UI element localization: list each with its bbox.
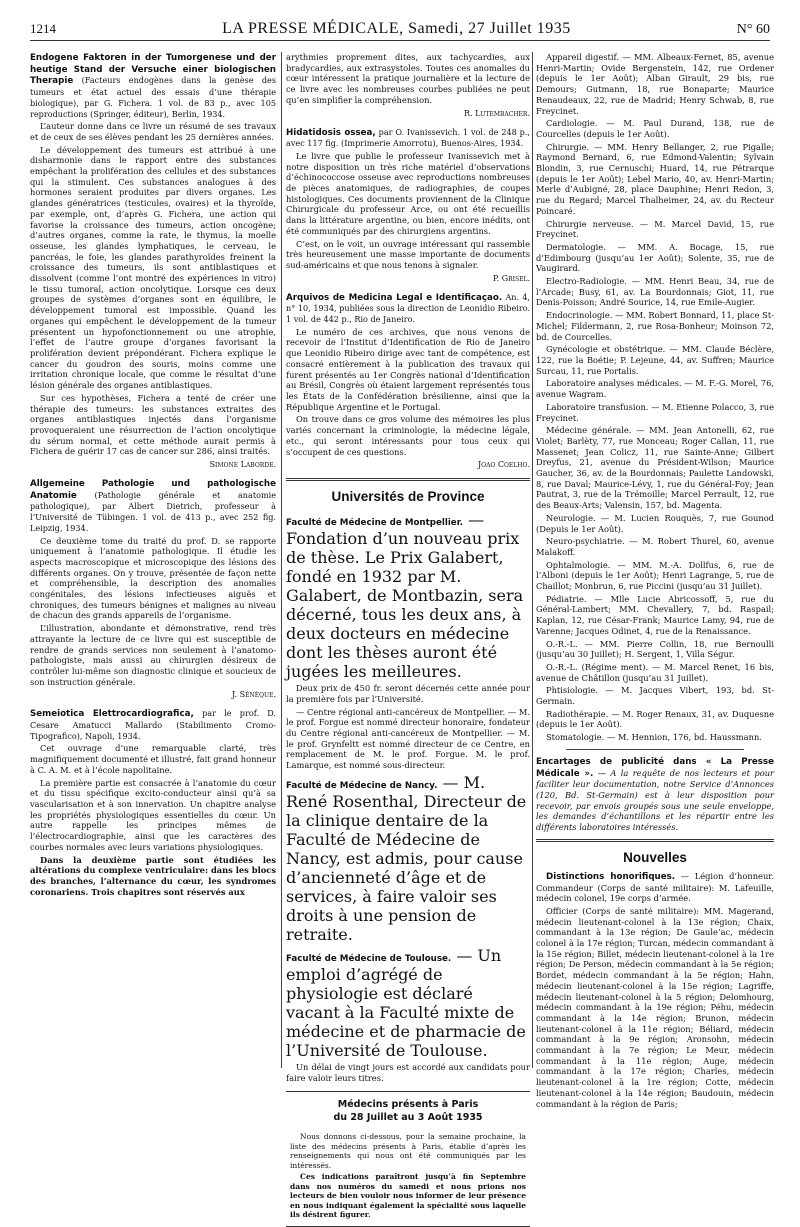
review-title: Semeiotica Elettrocardiografica, [30, 709, 194, 720]
specialty-entry: Electro-Radiologie. — MM. Henri Beau, 34, rue de l’Arcade; Busy, 61, av. La Bourdonnais; Giot, 11, rue Denis-Poisson; André Sourice, 14, rue Emile-Augier. [536, 276, 774, 308]
faculty-title: Faculté de Médecine de Toulouse. [286, 953, 452, 964]
specialty-entry: Médecine générale. — MM. Jean Antonelli, 62, rue Violet; Barlèty, 77, rue Monceau; Roger Callan, 11, rue Massenet; Jean Colicz, 11, rue Sainte-Anne; Gilbert Dreyfus, 21, avenue du Président-Wilson; Maurice Gaucher, 36, av. de la Bourdonnais; Paulette Landowski, 8, rue Daval; Maurice-Lévy, 1, rue du Général-Foy; Jean Pautrat, 3, rue de la Trémoille; Marcel Perrault, 12, rue des Beaux-Arts; Valensin, 157, bd. Magenta. [536, 425, 774, 511]
distinctions-paragraph: Officier (Corps de santé militaire): MM. Magerand, médecin lieutenant-colonel à la 13e région; Chaix, commandant à la 13e région; De Gaule’ac, médecin colonel à la 17e région; Turcan, médecin commandant à la 15e région; Billet, médecin lieutenant-colonel à la 1re région; De Person, médecin commandant à la 5e région; Bordet, médecin commandant à la 5e région; Hahn, médecin lieutenant-colonel à la 15e région; Lagriffe, médecin lieutenant-colonel à la 5 région; Delomhourg, médecin commandant à la 19e région; Péhu, médecin commandant à la 14e région; Brunon, médecin lieutenant-colonel à la 11e région; Béliard, médecin commandant à la 9e région; Aronsohn, médecin commandant à la 7e région; Le Meur, médecin commandant à la 11e région; Auge, médecin commandant à la 17e région; Charles, médecin lieutenant-colonel à la 1re région; Cotte, médecin lieutenant-colonel à la 14e région; Baudouin, médecin commandant à la région de Paris; [536, 905, 774, 1109]
faculty-text: — Fondation d’un nouveau prix de thèse. Le Prix Galabert, fondé en 1932 par M. Galabert, de Montbazin, sera décerné, tous les deux ans, à deux docteurs en médecine dont les thèses auront été jugées les meilleures. [286, 510, 524, 682]
journal-title: LA PRESSE MÉDICALE, Samedi, 27 Juillet 1935 [222, 20, 571, 37]
specialty-entry: Ophtalmologie. — MM. M.-A. Dollfus, 6, rue de l’Alboni (depuis le 1er Août); Henri Lagrange, 5, rue de Chaillot; Monbrun, 6, rue Piccini (jusqu’au 31 Juillet). [536, 559, 774, 592]
review-reference: (Facteurs endogènes dans la genèse des tumeurs et état actuel des essais d’une thérapie biologique), par G. Fichera. 1 vol. de 83 p., avec 105 reproductions (Springer, éditeur), Berlin, 1934. [30, 75, 276, 119]
specialty-entry: Stomatologie. — M. Hennion, 176, bd. Haussmann. [546, 732, 762, 743]
box-paragraph: Ces indications paraîtront jusqu’à fin Septembre dans nos numéros du samedi et nous prions nos lecteurs de bien vouloir nous informer de leur présence en nous indiquant également la spécialité sous laquelle ils désirent figurer. [290, 1172, 526, 1220]
review-paragraph: Dans la deuxième partie sont étudiées les altérations du complexe ventriculaire: dans les blocs des branches, l’alternance du cœur, les syndromes coronariens. Trois chapitres sont réservés aux [30, 854, 276, 897]
box-title [290, 1098, 526, 1124]
review-paragraph: Le livre que publie le professeur Ivanissevich met à notre disposition un très riche matériel d’observations d’échinococcose osseuse avec reproductions nombreuses de pièces anatomiques, de radiographies, de coupes histologiques. Ces documents proviennent de la Clinique Chirurgicale du professeur Arce, ou ont été recueillis dans la littérature argentine, ou bien, encore inédits, ont été communiqués par des chirurgiens argentins. [286, 150, 530, 236]
specialty-entry: Cardiologie. — M. Paul Durand, 138, rue de Courcelles (depuis le 1er Août). [536, 118, 774, 139]
review-paragraph: Le numéro de ces archives, que nous venons de recevoir de l’Institut d’Identification de Rio de Janeiro que Leonidio Ribeiro dirige avec tant de compétence, est consacré entièrement à la publication des travaux qui furent présentés au 1er Congrès national d’Identification au Brésil, Congrès où étaient largement représentés tous les États de la Confédération brésilienne, ainsi que la République Argentine et le Portugal. [286, 326, 530, 412]
notice-title: Encartages de publicité dans « La Presse Médicale ». [536, 756, 774, 779]
issue-number: N° 60 [736, 22, 770, 37]
faculty-paragraph: — Centre régional anti-cancéreux de Montpellier. — M. le prof. Forgue est nommé directeur honoraire, fondateur du Centre régional anti-cancéreux de Montpellier. — M. le prof. Grynfeltt est nommé directeur de ce Centre, en remplacement de M. le prof. Forgue. M. le prof. Lamarque, est nommé sous-directeur. [286, 706, 530, 771]
column-divider [532, 52, 533, 1068]
separator-rule [566, 749, 744, 750]
review-title: Allgemeine Pathologie und pathologische Anatomie [30, 479, 276, 501]
review-paragraph: C’est, on le voit, un ouvrage intéressant qui rassemble très heureusement une masse importante de documents sud-américains et que nous tenons à signaler. [286, 238, 530, 270]
review-reference: (Pathologie générale et anatomie pathologique), par Albert Dietrich, professeur à l’Université de Tübingen. 1 vol. de 413 p., avec 252 fig. Leipzig, 1934. [30, 489, 276, 533]
column-2 [286, 52, 530, 1220]
distinctions-item [536, 871, 774, 904]
specialty-entry: Laboratoire analyses médicales. — M. F.-G. Morel, 76, avenue Wagram. [536, 378, 774, 400]
review-reference: par O. Ivanissevich. 1 vol. de 248 p., avec 117 fig. (Imprimerie Amorrotu), Buenos-Aires, 1934. [286, 126, 530, 149]
review-title: Endogene Faktoren in der Tumorgenese und der heutige Stand der Versuche einer biologischen Therapie [30, 53, 276, 87]
faculty-text: — Un emploi d’agrégé de physiologie est déclaré vacant à la Faculté mixte de médecine et de pharmacie de l’Université de Toulouse. [286, 945, 526, 1060]
review-signature: P. Grisel. [492, 273, 530, 283]
paris-doctors-box [286, 1091, 530, 1227]
review-reference: An. 4, n° 10, 1934, publiées sous la direction de Leonidio Ribeiro. 1 vol. de 442 p., Rio de Janeiro. [286, 291, 530, 325]
review-paragraph: On trouve dans ce gros volume des mémoires les plus variés concernant la criminologie, la médecine légale, etc., qui seront intéressants pour tous ceux qui s’occupent de ces questions. [286, 414, 530, 457]
specialty-entry: Phtisiologie. — M. Jacques Vibert, 193, bd. St-Germain. [536, 685, 774, 707]
specialty-entry: Endocrinologie. — MM. Robert Bonnard, 11, place St-Michel; Fildermann, 2, rue Rosa-Bonheur; Moinson 72, bd. de Courcelles. [536, 310, 774, 342]
page-header [30, 20, 770, 41]
review-signature: R. Lutembacher. [463, 108, 530, 118]
box-title-line: Médecins présents à Paris [337, 1099, 479, 1111]
specialty-entry: Gynécologie et obstétrique. — MM. Claude Béclère, 122, rue la Boétie; P. Lejeune, 44, av. Suffren; Maurice Surcau, 11, rue Portalis. [536, 344, 774, 376]
review-ivanissevich [286, 127, 530, 149]
review-amatucci [30, 708, 276, 741]
box-title-line: du 28 Juillet au 3 Août 1935 [333, 1112, 483, 1124]
specialty-entry: O.-R.-L. (Régime ment). — M. Marcel Renet, 16 bis, avenue de Châtillon (jusqu’au 31 Juillet). [536, 661, 774, 683]
section-title: Universités de Province [331, 489, 485, 505]
review-paragraph: Cet ouvrage d’une remarquable clarté, très magnifiquement documenté et illustré, fait grand honneur à C. A. M. et à l’école napolitaine. [30, 743, 276, 775]
specialty-entry: Dermatologie. — MM. A. Bocage, 15, rue d’Edimbourg (jusqu’au 1er Août); Solente, 35, rue de Vaugirard. [536, 241, 774, 274]
faculty-title: Faculté de Médecine de Nancy. [286, 780, 438, 791]
review-paragraph: Sur ces hypothèses, Fichera a tenté de créer une thérapie des tumeurs: les substances extraites des organes antiblastiques injectés dans l’organisme provoqueraient une résurrection de l’action oncolytique du sérum normal, et cette méthode aurait permis à Fichera de guérir 17 cas de cancer sur 286, ainsi traités. [30, 392, 276, 457]
page-number: 1214 [30, 21, 56, 36]
review-title: Arquivos de Medicina Legal e Identificaçao. [286, 292, 503, 303]
notice-text: — A la requête de nos lecteurs et pour faciliter leur documentation, notre Service d’Annonces (120, Bd. St-Germain) est à leur disposition pour recevoir, par envois groupés sous une seule enveloppe, les demandes d’échantillons et les répartir entre les différents laboratoires intéressés. [536, 767, 774, 833]
specialty-entry: O.-R.-L. — MM. Pierre Collin, 18, rue Bernoulli (jusqu’au 30 Juillet); H. Sergent, 1, Villa Ségur. [536, 638, 774, 660]
specialty-entry: Chirurgie nerveuse. — M. Marcel David, 15, rue Freycinet. [536, 218, 774, 240]
specialty-entry: Laboratoire transfusion. — M. Etienne Polacco, 3, rue Freycinet. [536, 401, 774, 423]
review-paragraph: Le développement des tumeurs est attribué à une disharmonie dans le rapport entre des substances empêchant la prolifération des cellules et des substances qui la stimulent. Ces substances analogues à des hormones seraient produites par divers organes. Les glandes génératrices (testicules, ovaires) et la thyroïde, par exemple, ont, d’après G. Fichera, une action qui favorise la croissance des tumeurs, action oncogène; d’autres organes, comme la rate, le thymus, la moelle osseuse, les glandes lymphatiques, le cerveau, le pancréas, le foie, les glandes parathyroïdes freinent la croissance des tumeurs, ils sont antiblastiques et dissolvent (comme l’ont montré des expériences in vitro) le tissu tumoral, action oncolytique. Lorsque ces deux groupes de systèmes d’organes sont en équilibre, le développement tumoral est impossible. Quand les organes qui empêchent le développement de la tumeur présentent un hypofonctionnement ou une atrophie, l’effet de l’autre groupe d’organes favorisant la prolifération devient prépondérant. Fichera explique le cancer du goudron des souris, moins comme une irritation chronique locale, que comme le résultat d’une lésion générale des organes antiblastiques. [30, 144, 276, 391]
section-title: Nouvelles [623, 849, 687, 865]
review-paragraph: L’illustration, abondante et démonstrative, rend très attrayante la lecture de ce livre qui est susceptible de rendre de grands services non seulement à l’anatomo-pathologiste, mais aussi au chirurgien désireux de contrôler lui-même son diagnostic clinique et soucieux de son instruction générale. [30, 623, 276, 687]
review-title: Hidatidosis ossea, [286, 127, 376, 138]
column-1 [30, 52, 276, 1070]
section-rule [536, 839, 774, 842]
review-arquivos [286, 292, 530, 325]
column-divider [281, 52, 282, 1068]
review-paragraph: Ce deuxième tome du traité du prof. D. se rapporte uniquement à l’anatomie pathologique. Il étudie les aspects macroscopique et microscopique des lésions des différents organes. On y trouve, présentée de façon nette et compréhensible, la description des anomalies congénitales, des lésions infectieuses aiguës et chroniques, des tumeurs bénignes et malignes au niveau de chacun des grands appareils de l’organisme. [30, 535, 276, 621]
review-fichera [30, 52, 276, 119]
review-paragraph: arythmies proprement dites, aux tachycardies, aux bradycardies, aux extrasystoles. Toutes ces anomalies du cœur intéressent la pratique journalière et la lecture de ce livre avec les nombreuses courbes publiées ne peut qu’en simplifier la compréhension. [286, 52, 530, 105]
review-paragraph: La première partie est consacrée à l’anatomie du cœur et du tissu spécifique excito-conducteur ainsi qu’à sa vascularisation et à son innervation. Un chapitre analyse les propriétés physiologiques essentielles du cœur. Un autre rappelle les principes mêmes de l’électrocardiographie, ainsi que les caractères des courbes normales avec leurs variations physiologiques. [30, 777, 276, 852]
review-paragraph: L’auteur donne dans ce livre un résumé de ses travaux et de ceux de ses élèves pendant les 25 dernières années. [30, 121, 276, 142]
review-signature: J. Sénèque. [231, 690, 276, 700]
column-3 [536, 52, 774, 1109]
specialty-entry: Radiothérapie. — M. Roger Renaux, 31, av. Duquesne (depuis le 1er Août). [536, 708, 774, 730]
faculty-paragraph: Deux prix de 450 fr. seront décernés cette année pour la première fois par l’Université. [286, 683, 530, 704]
faculty-text: — M. René Rosenthal, Directeur de la clinique dentaire de la Faculté de Médecine de Nancy, est admis, pour cause d’ancienneté d’âge et de services, à faire valoir ses droits à une pension de retraite. [286, 772, 527, 944]
specialty-entry: Pédiatrie. — Mlle Lucie Abricossoff, 5, rue du Général-Lambert; MM. Chevallery, 7, bd. Raspail; Kaplan, 12, rue César-Frank; Maurice Lamy, 94, rue de Varenne; Jacques Odinet, 4, rue de la Renaissance. [536, 593, 774, 636]
box-paragraph: Nous donnons ci-dessous, pour la semaine prochaine, la liste des médecins présents à Paris, établie d’après les renseignements qui nous ont été communiqués par les intéressés. [290, 1132, 526, 1170]
advertising-notice [536, 756, 774, 833]
review-dietrich [30, 478, 276, 534]
distinctions-text: — Légion d’honneur. Commandeur (Corps de santé militaire): M. Lafeuille, médecin colonel, 19e corps d’armée. [536, 870, 774, 904]
specialty-entry: Appareil digestif. — MM. Albeaux-Fernet, 85, avenue Henri-Martin; Ovide Bergenstein, 142, rue Ordener (depuis le 1er Août); Alban Girault, 29 bis, rue Demours; Gutmann, 18, rue Bonaparte; Maurice Renaudeaux, 22, rue de Madrid; Henry Schwab, 8, rue Freycinet. [536, 52, 774, 116]
specialty-list [536, 52, 774, 743]
section-rule [286, 478, 530, 481]
faculty-title: Faculté de Médecine de Montpellier. [286, 518, 464, 529]
review-signature: Joao Coelho. [477, 460, 530, 470]
distinctions-title: Distinctions honorifiques. [546, 871, 676, 882]
faculty-paragraph: Un délai de vingt jours est accordé aux candidats pour faire valoir leurs titres. [286, 1061, 530, 1083]
review-reference: par le prof. D. Cesare Amatucci Mallardo (Stabilimento Cromo-Tipografico), Napoli, 1934. [30, 708, 277, 741]
specialty-entry: Chirurgie. — MM. Henry Bellanger, 2, rue Pigalle; Raymond Bernard, 6, rue Edmond-Valentin; Sylvain Blondin, 3, rue Cernuschi; Huard, 14, rue Pétrarque (depuis le 1er Août); Lebel Mario, 40, av. Henri-Martin; Merle d’Aubigné, 28, place Dauphine; Henri Redon, 3, rue du Regard; Marcel Thalheimer, 24, av. du Recteur Poincaré. [536, 141, 774, 216]
review-signature: Simone Laborde. [209, 460, 276, 470]
specialty-entry: Neurologie. — M. Lucien Rouquès, 7, rue Gounod (Depuis le 1er Août). [536, 512, 774, 534]
specialty-entry: Neuro-psychiatrie. — M. Robert Thurel, 60, avenue Malakoff. [536, 536, 774, 557]
